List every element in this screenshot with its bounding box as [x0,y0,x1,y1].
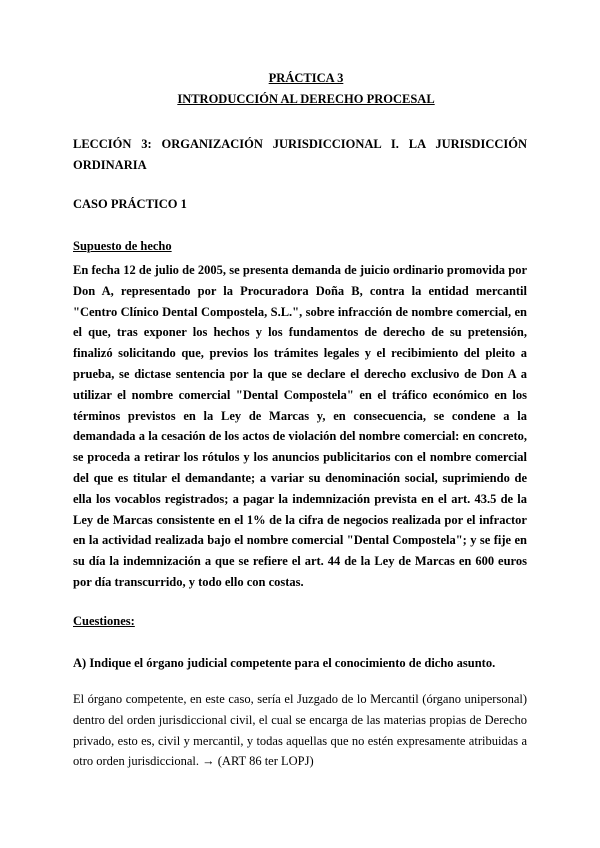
facts-paragraph: En fecha 12 de julio de 2005, se presenta demanda de juicio ordinario promovida por Don A, representado por la Procuradora Doña B, contra la entidad mercantil "Centro Clínico Dental Compostela, S.L.", sobre infracción de nombre comercial, en el que, tras exponer los hechos y los fundamentos de derecho de su pretensión, finalizó solicitando que, previos los trámites legales y el recibimiento del pleito a prueba, se dictase sentencia por la que se declare el derecho exclusivo de Don A a utilizar el nombre comercial "Dental Compostela" en el tráfico económico en los términos previstos en la Ley de Marcas y, en consecuencia, se condene a la demandada a la cesación de los actos de violación del nombre comercial: en concreto, se proceda a retirar los rótulos y los anuncios publicitarios con el nombre comercial del que es titular el demandante; a variar su denominación social, suprimiendo de ella los vocablos registrados; a pagar la indemnización prevista en el art. 43.5 de la Ley de Marcas consistente en el 1% de la cifra de negocios realizada por el infractor en la actividad realizada bajo el nombre comercial "Dental Compostela"; y se fije en su día la indemnización a que se refiere el art. 44 de la Ley de Marcas en 600 euros por día transcurrido, y todo ello con costas. [73,263,527,589]
lesson-heading: LECCIÓN 3: ORGANIZACIÓN JURISDICCIONAL I. LA JURISDICCIÓN ORDINARIA [73,137,527,172]
facts-heading: Supuesto de hecho [73,239,172,253]
subject-title: INTRODUCCIÓN AL DERECHO PROCESAL [177,92,435,106]
practice-title: PRÁCTICA 3 [268,71,344,85]
question-a: A) Indique el órgano judicial competente para el conocimiento de dicho asunto. [73,656,496,670]
questions-heading: Cuestiones: [73,614,135,628]
answer-a-paragraph: El órgano competente, en este caso, sería el Juzgado de lo Mercantil (órgano unipersonal) dentro del orden jurisdiccional civil, el cual se encarga de las materias propias de Derecho privado, esto es, civil y mercantil, y todas aquellas que no estén expresamente atribuidas a otro orden jurisdiccional. → (ART 86 ter LOPJ) [73,692,527,769]
case-title: CASO PRÁCTICO 1 [73,197,187,211]
